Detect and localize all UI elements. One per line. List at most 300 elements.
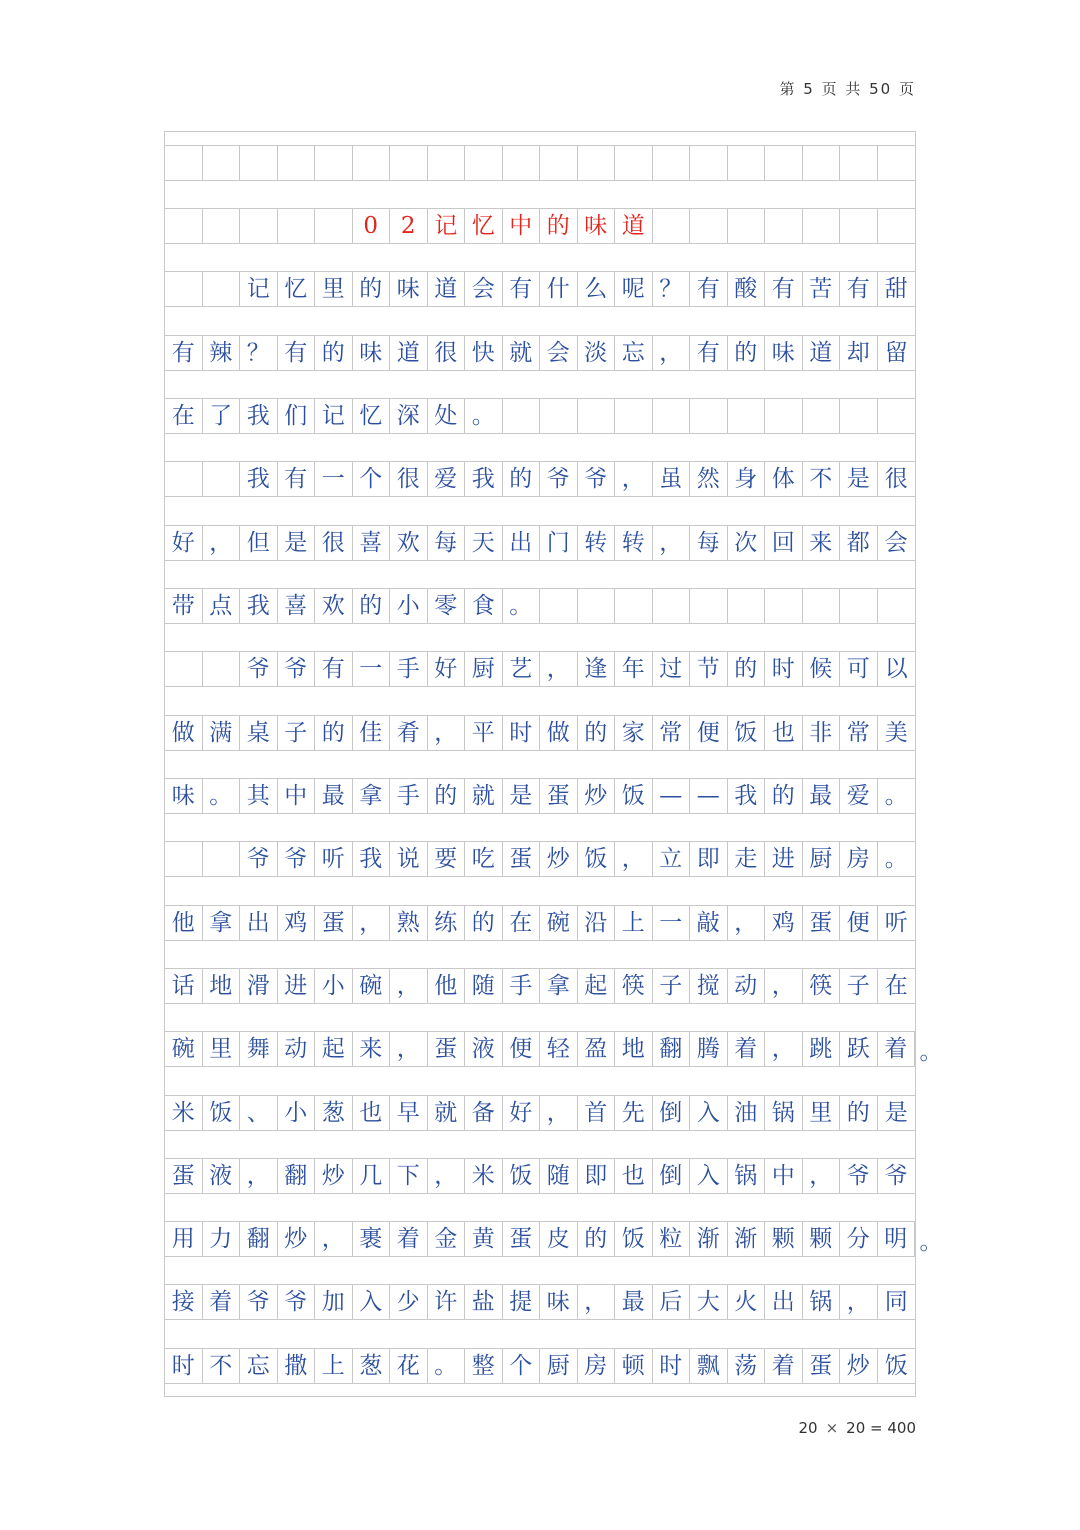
- grid-cell: [878, 399, 916, 433]
- title-cell: [690, 209, 728, 243]
- grid-cell: 碗: [353, 969, 391, 1003]
- grid-cell: 我: [240, 399, 278, 433]
- grid-cell: [803, 146, 841, 180]
- title-cell: [278, 209, 316, 243]
- grid-cell: 厨: [540, 1349, 578, 1383]
- grid-cell: 很: [884, 465, 908, 492]
- grid-cell: 。: [884, 845, 908, 872]
- grid-cell: 饭: [615, 1222, 653, 1256]
- grid-cell: 中: [765, 1159, 803, 1193]
- grid-cell: ，: [353, 906, 391, 940]
- grid-cell: 一: [315, 462, 353, 496]
- grid-cell: [615, 146, 653, 180]
- grid-cell: 液: [203, 1159, 241, 1193]
- grid-cell: 中: [278, 779, 316, 813]
- grid-cell: ，: [428, 1159, 466, 1193]
- grid-cell: 常: [840, 716, 878, 750]
- grid-cell: 炒: [278, 1222, 316, 1256]
- grid-cell: 我: [465, 462, 503, 496]
- grid-cell: 备: [465, 1096, 503, 1130]
- grid-cell: 饭: [503, 1159, 541, 1193]
- grid-cell: 明: [878, 1222, 916, 1256]
- grid-cell: [203, 652, 241, 686]
- grid-cell: 筷: [615, 969, 653, 1003]
- grid-cell: [540, 589, 578, 623]
- grid-cell: 早: [390, 1096, 428, 1130]
- grid-cell: [728, 146, 766, 180]
- grid-cell: 佳: [353, 716, 391, 750]
- grid-cell: 筷: [803, 969, 841, 1003]
- grid-cell: 金: [428, 1222, 466, 1256]
- grid-cell: 滑: [240, 969, 278, 1003]
- overflow-punctuation: 。: [919, 1228, 943, 1255]
- grid-size-note: [799, 1419, 917, 1437]
- title-cell: 0: [353, 209, 391, 243]
- grid-cell: 锅: [803, 1285, 841, 1319]
- grid-cell: ，: [765, 969, 803, 1003]
- grid-cell: 厨: [803, 842, 841, 876]
- grid-cell: [165, 462, 203, 496]
- grid-cell: 我: [240, 589, 278, 623]
- grid-cell: 许: [428, 1285, 466, 1319]
- grid-cell: 渐: [728, 1222, 766, 1256]
- grid-cell: [165, 842, 203, 876]
- grid-cell: 入: [690, 1159, 728, 1193]
- grid-cell: 的: [728, 336, 766, 370]
- grid-cell: [165, 272, 203, 306]
- grid-row: [165, 1348, 915, 1384]
- grid-cell: ，: [840, 1285, 878, 1319]
- grid-cell: 有: [765, 272, 803, 306]
- grid-cell: 时: [765, 652, 803, 686]
- grid-cell: 食: [465, 589, 503, 623]
- grid-cell: 跳: [803, 1032, 841, 1066]
- grid-cell: 渐: [690, 1222, 728, 1256]
- grid-cell: 忆: [278, 272, 316, 306]
- grid-cell: 我: [353, 842, 391, 876]
- grid-cell: ，: [390, 969, 428, 1003]
- grid-cell: 起: [315, 1032, 353, 1066]
- grid-cell: [165, 146, 203, 180]
- grid-cell: [840, 146, 878, 180]
- grid-cell: 里: [203, 1032, 241, 1066]
- grid-cell: 的: [428, 779, 466, 813]
- grid-cell: 年: [615, 652, 653, 686]
- grid-cell: 蛋: [540, 779, 578, 813]
- grid-cell: 饭: [728, 716, 766, 750]
- grid-cell: 锅: [728, 1159, 766, 1193]
- grid-cell: 也: [765, 716, 803, 750]
- grid-cell: 爷: [240, 1285, 278, 1319]
- grid-cell: 一: [353, 652, 391, 686]
- grid-cell: 的: [353, 272, 391, 306]
- grid-cell: 爷: [840, 1159, 878, 1193]
- grid-cell: 留: [884, 339, 908, 366]
- grid-cell: 裹: [353, 1222, 391, 1256]
- grid-row: [165, 1284, 915, 1320]
- grid-cell: [540, 399, 578, 433]
- grid-cell: [803, 589, 841, 623]
- grid-cell: 葱: [315, 1096, 353, 1130]
- grid-cell: 道: [428, 272, 466, 306]
- grid-cell: 处: [428, 399, 466, 433]
- grid-cell: 翻: [240, 1222, 278, 1256]
- grid-cell: 有: [840, 272, 878, 306]
- grid-row: [165, 841, 915, 877]
- grid-cell: 饭: [615, 779, 653, 813]
- grid-cell: 快: [465, 336, 503, 370]
- grid-cell: 敲: [690, 906, 728, 940]
- grid-cell: [390, 146, 428, 180]
- grid-cell: 加: [315, 1285, 353, 1319]
- grid-cell: 来: [803, 526, 841, 560]
- grid-cell: 炒: [840, 1349, 878, 1383]
- grid-cell: 一: [653, 906, 691, 940]
- grid-cell: 却: [840, 336, 878, 370]
- grid-cell: 拿: [203, 906, 241, 940]
- grid-cell: 在: [165, 399, 203, 433]
- title-cell: [728, 209, 766, 243]
- grid-cell: 腾: [690, 1032, 728, 1066]
- grid-row: [165, 968, 915, 1004]
- grid-cell: 倒: [653, 1096, 691, 1130]
- grid-cell: 淡: [578, 336, 616, 370]
- grid-cell: [690, 589, 728, 623]
- grid-cell: [728, 589, 766, 623]
- times-sign: ×: [825, 1419, 839, 1437]
- grid-cell: 蛋: [803, 906, 841, 940]
- grid-cell: 拿: [540, 969, 578, 1003]
- grid-cell: 子: [653, 969, 691, 1003]
- title-cell: 记: [428, 209, 466, 243]
- grid-cell: 飘: [690, 1349, 728, 1383]
- grid-cell: 个: [353, 462, 391, 496]
- grid-cell: 入: [690, 1096, 728, 1130]
- grid-cell: 先: [615, 1096, 653, 1130]
- grid-cell: 跃: [840, 1032, 878, 1066]
- grid-cell: 最: [615, 1285, 653, 1319]
- title-cell: 味: [578, 209, 616, 243]
- grid-cell: 以: [884, 655, 908, 682]
- grid-cell: 很: [390, 462, 428, 496]
- grid-cell: 好: [428, 652, 466, 686]
- grid-cell: 顿: [615, 1349, 653, 1383]
- grid-cell: 么: [578, 272, 616, 306]
- grid-cell: 火: [728, 1285, 766, 1319]
- grid-cell: 爷: [240, 652, 278, 686]
- grid-cell: 有: [278, 462, 316, 496]
- grid-cell: 便: [840, 906, 878, 940]
- grid-cell: 话: [165, 969, 203, 1003]
- grid-cell: 进: [278, 969, 316, 1003]
- grid-cell: 盈: [578, 1032, 616, 1066]
- grid-cell: [203, 462, 241, 496]
- grid-cell: 出: [503, 526, 541, 560]
- grid-cell: 喜: [353, 526, 391, 560]
- grid-cell: 锅: [765, 1096, 803, 1130]
- grid-cell: ？: [653, 272, 691, 306]
- grid-cell: 每: [690, 526, 728, 560]
- grid-cell: 翻: [278, 1159, 316, 1193]
- grid-cell: 。: [465, 399, 503, 433]
- grid-cell: 体: [765, 462, 803, 496]
- grid-row: [165, 651, 915, 687]
- grid-cell: 即: [578, 1159, 616, 1193]
- grid-cell: 下: [390, 1159, 428, 1193]
- grid-cell: 我: [728, 779, 766, 813]
- grid-cell: 甜: [884, 275, 908, 302]
- grid-row: [165, 1031, 943, 1067]
- grid-cell: 说: [390, 842, 428, 876]
- grid-cell: 呢: [615, 272, 653, 306]
- grid-row: [165, 335, 915, 371]
- grid-cell: [503, 146, 541, 180]
- grid-cell: 厨: [465, 652, 503, 686]
- grid-cell: [578, 399, 616, 433]
- grid-cell: 蛋: [428, 1032, 466, 1066]
- grid-cell: 上: [315, 1349, 353, 1383]
- grid-cell: 味: [390, 272, 428, 306]
- grid-row: [165, 1158, 915, 1194]
- grid-cell: 着: [728, 1032, 766, 1066]
- grid-cell: 有: [690, 336, 728, 370]
- grid-cell: 子: [840, 969, 878, 1003]
- grid-cell: ？: [240, 336, 278, 370]
- grid-cell: 虽: [653, 462, 691, 496]
- grid-cell: [465, 146, 503, 180]
- grid-cell: 吃: [465, 842, 503, 876]
- grid-cell: 练: [428, 906, 466, 940]
- grid-cell: 盐: [465, 1285, 503, 1319]
- grid-cell: 就: [503, 336, 541, 370]
- grid-row: [165, 715, 915, 751]
- grid-cell: ，: [428, 716, 466, 750]
- title-cell: 的: [540, 209, 578, 243]
- grid-cell: 转: [578, 526, 616, 560]
- grid-cell: 也: [353, 1096, 391, 1130]
- grid-cell: 房: [840, 842, 878, 876]
- grid-cell: [203, 272, 241, 306]
- grid-cell: 鸡: [278, 906, 316, 940]
- grid-cell: 次: [728, 526, 766, 560]
- grid-cell: 时: [653, 1349, 691, 1383]
- grid-cell: ，: [203, 526, 241, 560]
- grid-cell: 好: [165, 526, 203, 560]
- grid-cell: 碗: [540, 906, 578, 940]
- grid-cell: 听: [315, 842, 353, 876]
- grid-cell: ，: [315, 1222, 353, 1256]
- grid-cell: [428, 146, 466, 180]
- grid-cell: 不: [203, 1349, 241, 1383]
- grid-cell: 即: [690, 842, 728, 876]
- grid-cell: 炒: [315, 1159, 353, 1193]
- grid-cell: [690, 399, 728, 433]
- grid-cell: 天: [465, 526, 503, 560]
- grid-cell: 欢: [315, 589, 353, 623]
- grid-cell: ，: [615, 462, 653, 496]
- grid-cell: 地: [615, 1032, 653, 1066]
- grid-cell: 蛋: [803, 1349, 841, 1383]
- grid-cell: 就: [428, 1096, 466, 1130]
- grid-cell: 欢: [390, 526, 428, 560]
- grid-cell: 分: [840, 1222, 878, 1256]
- grid-cell: 大: [690, 1285, 728, 1319]
- grid-cell: 。: [428, 1349, 466, 1383]
- grid-cell: 爷: [278, 1285, 316, 1319]
- grid-cell: 动: [278, 1032, 316, 1066]
- grid-cell: 很: [428, 336, 466, 370]
- grid-cell: 做: [540, 716, 578, 750]
- grid-cell: 颗: [803, 1222, 841, 1256]
- grid-cell: 小: [315, 969, 353, 1003]
- grid-cell: 味: [765, 336, 803, 370]
- grid-cell: 门: [540, 526, 578, 560]
- title-cell: [653, 209, 691, 243]
- grid-cell: 力: [203, 1222, 241, 1256]
- grid-cell: 便: [690, 716, 728, 750]
- grid-cell: 的: [503, 462, 541, 496]
- manuscript-grid: [164, 131, 943, 1397]
- grid-cell: 时: [165, 1349, 203, 1383]
- grid-cell: 深: [390, 399, 428, 433]
- grid-cell: 接: [165, 1285, 203, 1319]
- grid-cell: 的: [353, 589, 391, 623]
- grid-cell: 爷: [884, 1162, 908, 1189]
- grid-cell: 爱: [840, 779, 878, 813]
- grid-cell: ，: [615, 842, 653, 876]
- grid-cell: 的: [578, 716, 616, 750]
- grid-cell: [840, 399, 878, 433]
- grid-cell: 动: [728, 969, 766, 1003]
- grid-cell: 桌: [240, 716, 278, 750]
- grid-cell: ，: [653, 526, 691, 560]
- grid-cell: 沿: [578, 906, 616, 940]
- grid-cell: —: [690, 779, 728, 813]
- grid-cell: 蛋: [503, 842, 541, 876]
- grid-cell: 辣: [203, 336, 241, 370]
- grid-cell: 就: [465, 779, 503, 813]
- grid-cell: 最: [315, 779, 353, 813]
- grid-cell: 们: [278, 399, 316, 433]
- grid-cell: 小: [278, 1096, 316, 1130]
- grid-cell: 出: [765, 1285, 803, 1319]
- grid-cell: 记: [240, 272, 278, 306]
- grid-cell: 时: [503, 716, 541, 750]
- grid-cell: [240, 146, 278, 180]
- grid-cell: 随: [465, 969, 503, 1003]
- grid-cell: 酸: [728, 272, 766, 306]
- grid-row: [165, 145, 915, 181]
- grid-cell: 爷: [278, 652, 316, 686]
- grid-cell: 在: [503, 906, 541, 940]
- grid-cell: 着: [203, 1285, 241, 1319]
- grid-cell: 有: [503, 272, 541, 306]
- grid-cell: 几: [353, 1159, 391, 1193]
- grid-cell: 搅: [690, 969, 728, 1003]
- grid-cell: 美: [884, 719, 908, 746]
- grid-cell: 。: [203, 779, 241, 813]
- grid-cell: 不: [803, 462, 841, 496]
- grid-cell: 常: [653, 716, 691, 750]
- title-cell: [765, 209, 803, 243]
- grid-cell: [765, 399, 803, 433]
- grid-cell: 皮: [540, 1222, 578, 1256]
- grid-cell: 有: [165, 336, 203, 370]
- grid-cell: 便: [503, 1032, 541, 1066]
- grid-row: [165, 778, 915, 814]
- grid-cell: ，: [765, 1032, 803, 1066]
- grid-cell: 然: [690, 462, 728, 496]
- title-cell: 中: [503, 209, 541, 243]
- grid-cell: 也: [615, 1159, 653, 1193]
- grid-cell: 身: [728, 462, 766, 496]
- grid-cell: 爱: [428, 462, 466, 496]
- grid-cell: 有: [690, 272, 728, 306]
- grid-cell: 着: [765, 1349, 803, 1383]
- grid-cell: [653, 399, 691, 433]
- grid-cell: 撒: [278, 1349, 316, 1383]
- grid-cell: 小: [390, 589, 428, 623]
- grid-cell: 爷: [278, 842, 316, 876]
- grid-cell: 。: [503, 589, 541, 623]
- grid-cell: 最: [803, 779, 841, 813]
- grid-cell: 手: [503, 969, 541, 1003]
- title-cell: [165, 209, 203, 243]
- grid-cell: [203, 146, 241, 180]
- grid-cell: [503, 399, 541, 433]
- grid-cell: 带: [165, 589, 203, 623]
- grid-cell: 家: [615, 716, 653, 750]
- grid-cell: 喜: [278, 589, 316, 623]
- grid-cell: 饭: [203, 1096, 241, 1130]
- grid-cell: 是: [840, 462, 878, 496]
- grid-cell: 过: [653, 652, 691, 686]
- grid-cell: 来: [353, 1032, 391, 1066]
- grid-cell: [578, 589, 616, 623]
- grid-cell: 入: [353, 1285, 391, 1319]
- grid-cell: [878, 589, 916, 623]
- grid-cell: 艺: [503, 652, 541, 686]
- grid-cell: 花: [390, 1349, 428, 1383]
- grid-cell: 满: [203, 716, 241, 750]
- grid-cell: 用: [165, 1222, 203, 1256]
- grid-cell: 黄: [465, 1222, 503, 1256]
- grid-cell: [615, 589, 653, 623]
- grid-cell: 倒: [653, 1159, 691, 1193]
- grid-cell: 饭: [884, 1352, 908, 1379]
- grid-cell: 首: [578, 1096, 616, 1130]
- grid-row: [165, 1221, 943, 1257]
- grid-cell: 都: [840, 526, 878, 560]
- grid-row: [165, 905, 915, 941]
- grid-cell: 爷: [240, 842, 278, 876]
- grid-columns: 20: [798, 1419, 818, 1437]
- grid-cell: 米: [165, 1096, 203, 1130]
- grid-cell: 我: [240, 462, 278, 496]
- grid-cell: 非: [803, 716, 841, 750]
- grid-cell: 液: [465, 1032, 503, 1066]
- grid-cell: 要: [428, 842, 466, 876]
- grid-cell: [165, 652, 203, 686]
- grid-cell: [578, 146, 616, 180]
- grid-cell: 记: [315, 399, 353, 433]
- title-cell: [240, 209, 278, 243]
- grid-cell: 随: [540, 1159, 578, 1193]
- grid-cell: 会: [465, 272, 503, 306]
- grid-cell: 忘: [240, 1349, 278, 1383]
- title-cell: [203, 209, 241, 243]
- grid-cell: 爷: [540, 462, 578, 496]
